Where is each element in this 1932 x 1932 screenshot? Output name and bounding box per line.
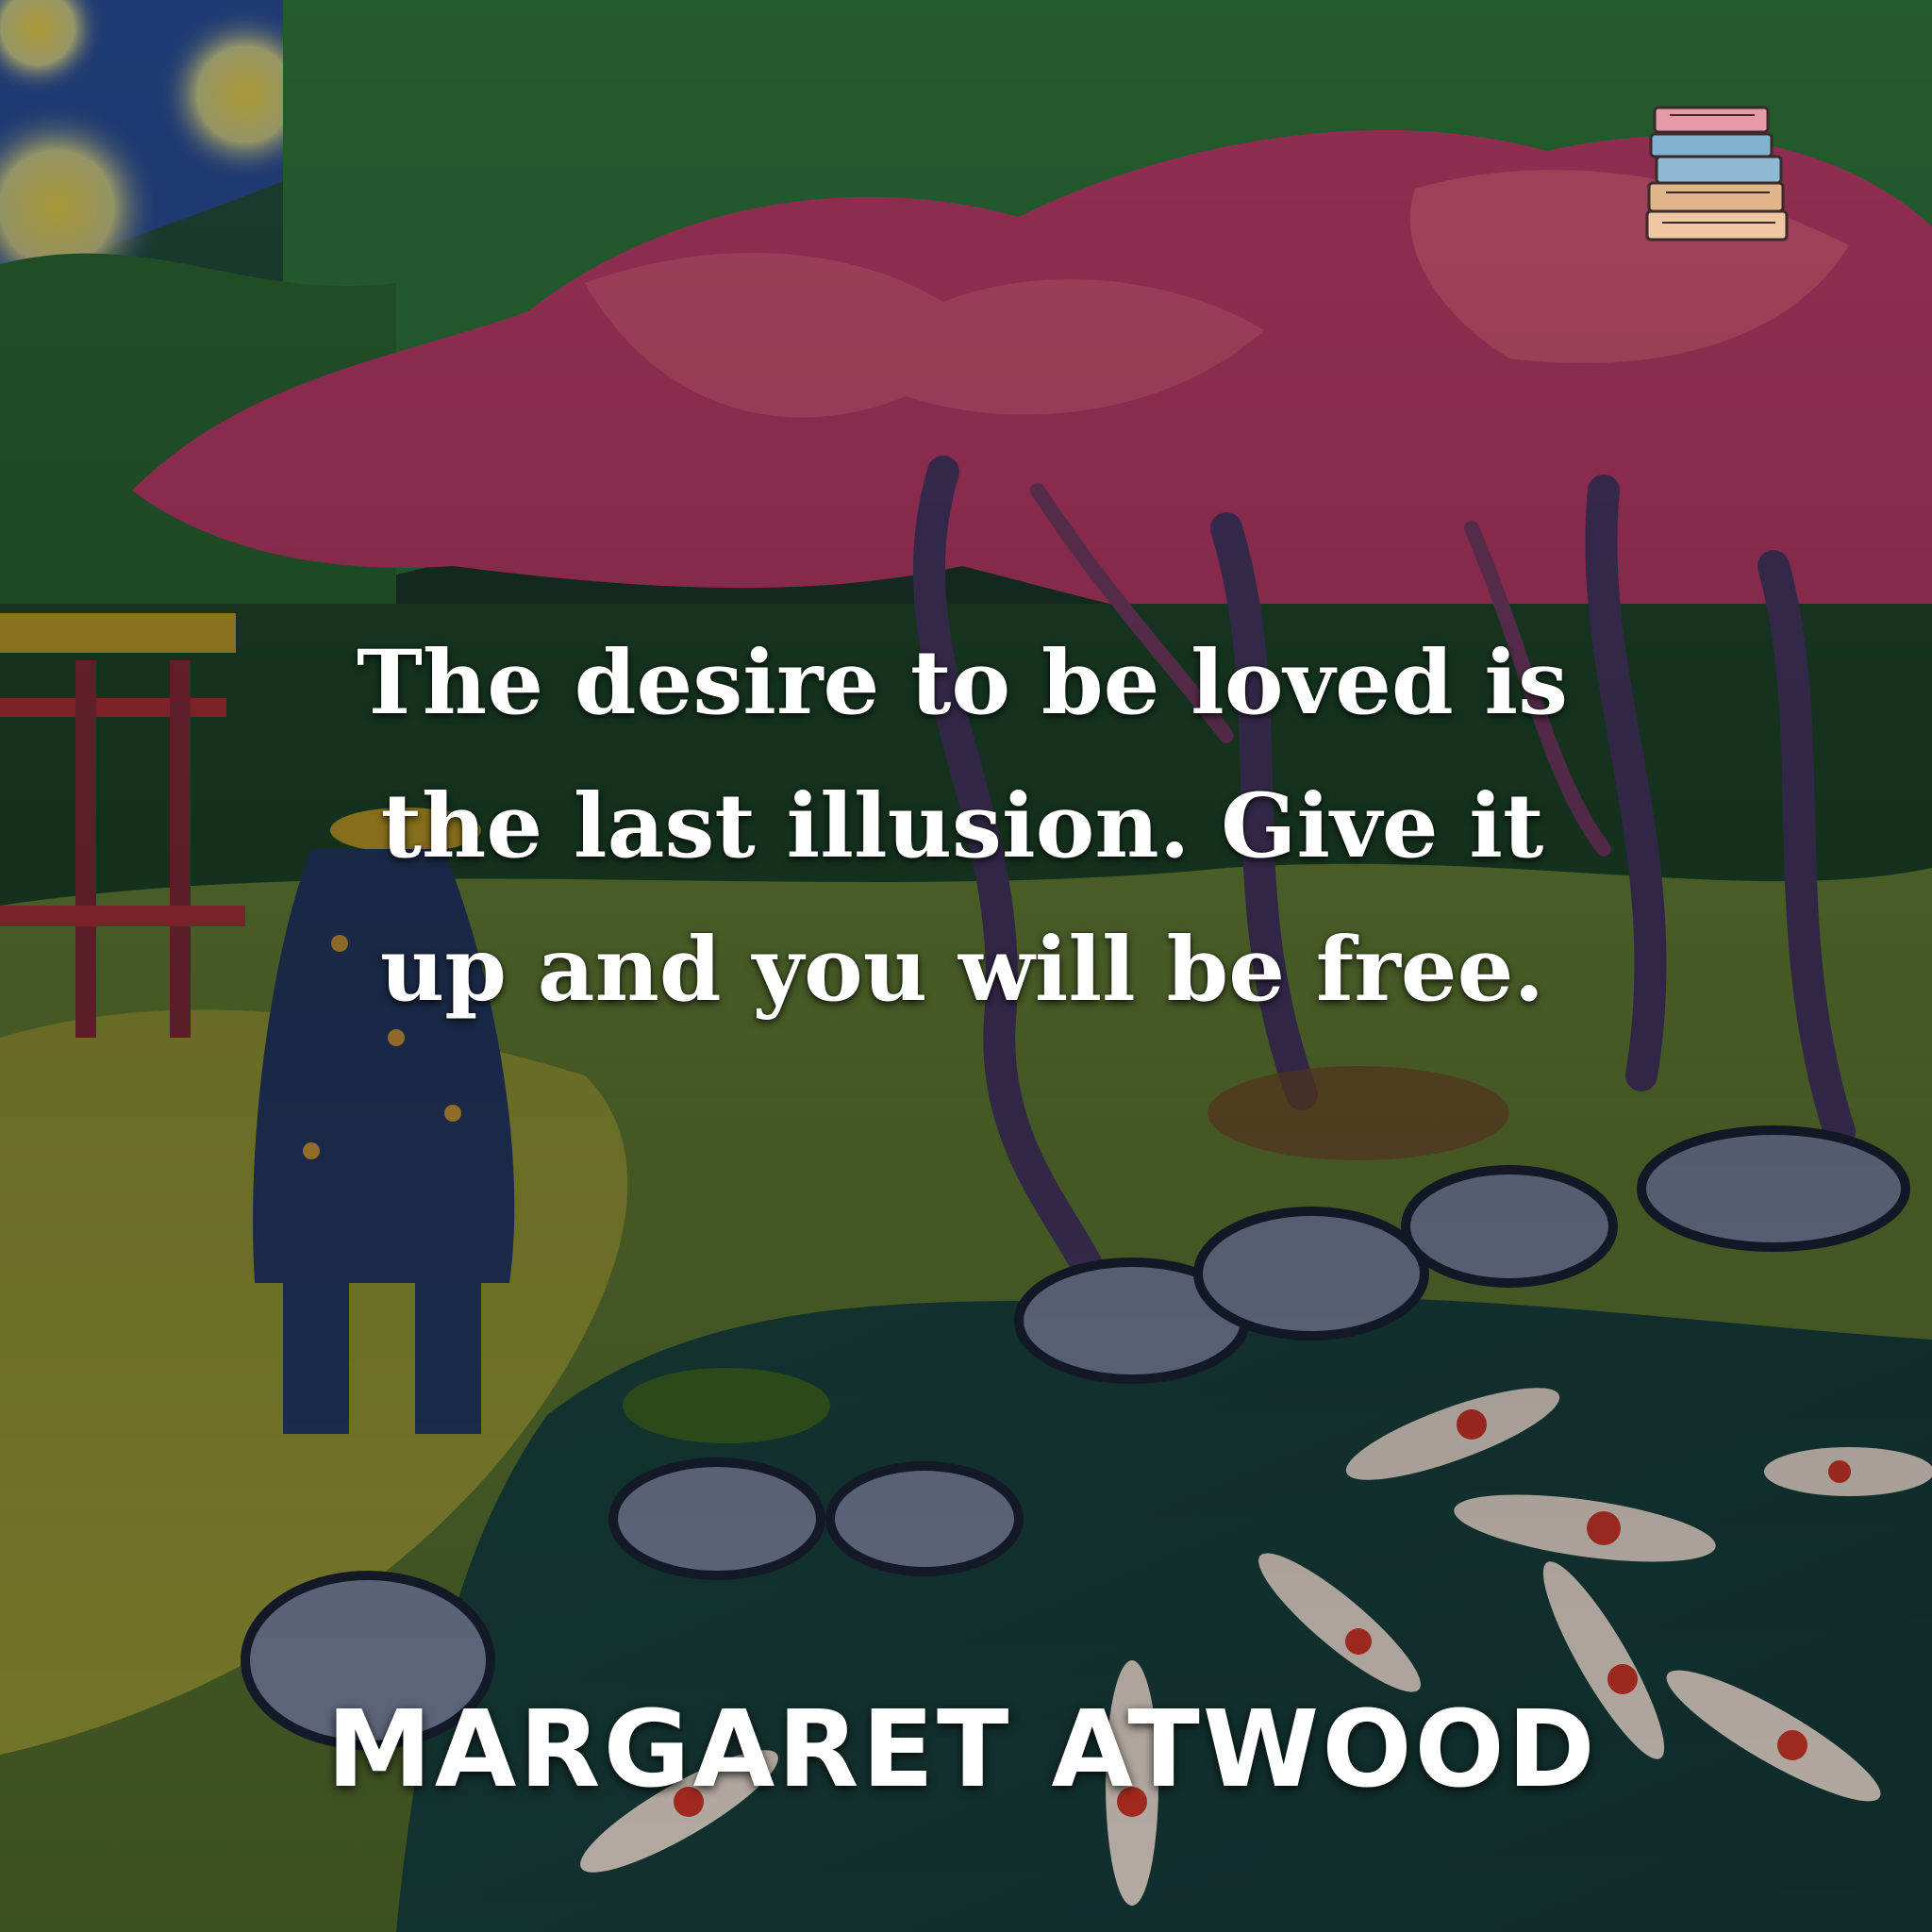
book [1655, 108, 1768, 132]
quote-line: the last illusion. Give it [380, 774, 1544, 878]
quote-text [321, 611, 1604, 1041]
book [1651, 134, 1772, 157]
book [1649, 183, 1783, 211]
quote-line: The desire to be loved is [356, 631, 1569, 735]
quote-line: up and you will be free. [379, 918, 1545, 1022]
stacked-books-icon [1641, 98, 1802, 249]
author-name: MARGARET ATWOOD [326, 1689, 1598, 1811]
book [1647, 211, 1787, 240]
book [1657, 157, 1781, 183]
